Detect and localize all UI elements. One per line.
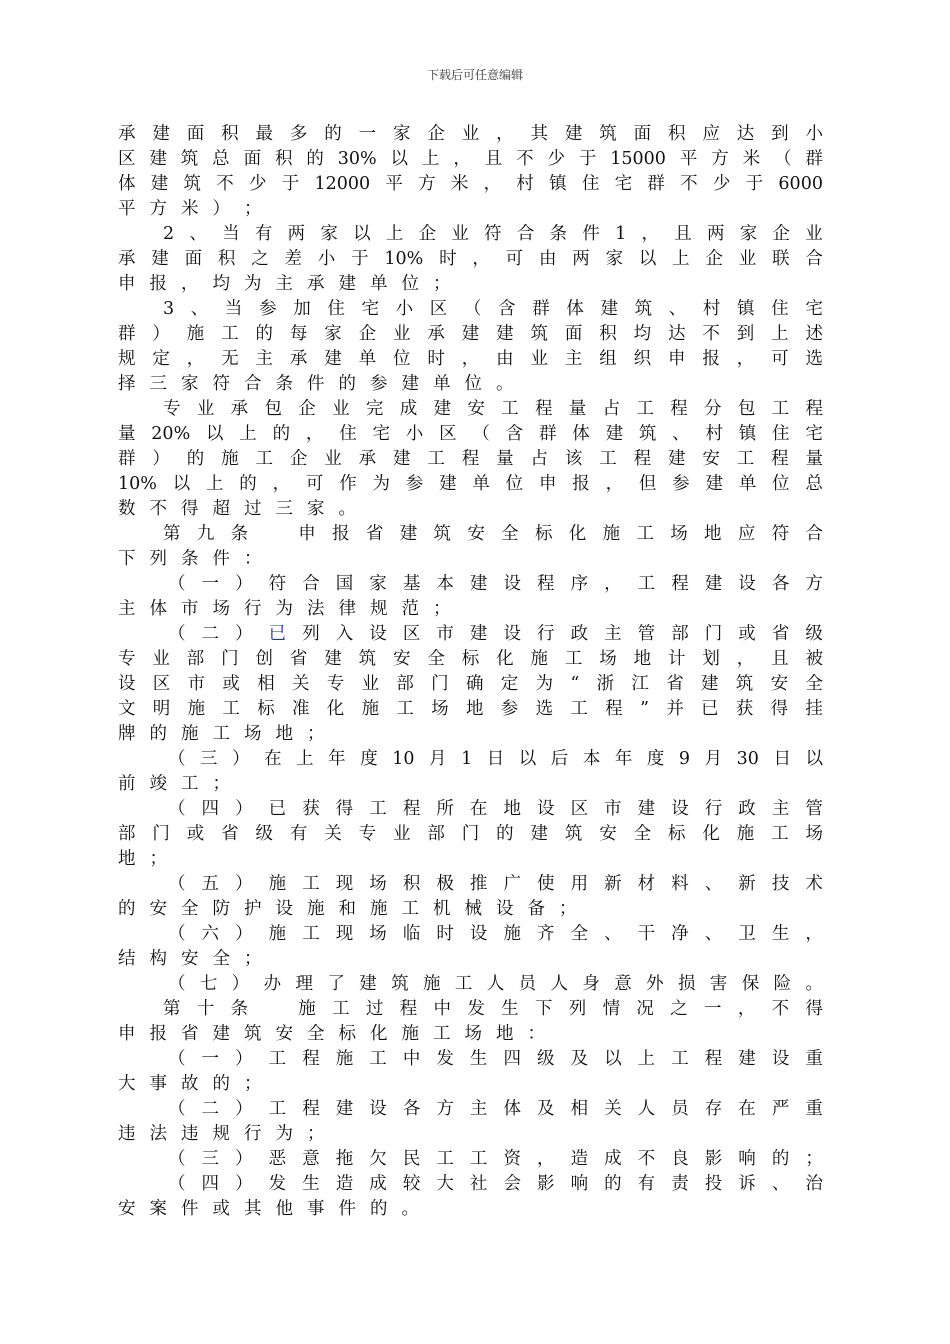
text-line: （ 三 ） 恶 意 拖 欠 民 工 工 资 ， 造 成 不 良 影 响 的 ； xyxy=(168,1149,823,1169)
text-line: 专 业 承 包 企 业 完 成 建 安 工 程 量 占 工 程 分 包 工 程 xyxy=(163,399,823,419)
text-line: 牌 的 施 工 场 地 ； xyxy=(118,724,325,744)
text-line: 2 、 当 有 两 家 以 上 企 业 符 合 条 件 1 ， 且 两 家 企 业 xyxy=(163,224,823,244)
text-line: 地 ； xyxy=(118,849,167,869)
text-line: 量 20% 以 上 的 ， 住 宅 小 区 （ 含 群 体 建 筑 、 村 镇 住 宅 xyxy=(118,424,823,444)
text-line: 承 建 面 积 之 差 小 于 10% 时 ， 可 由 两 家 以 上 企 业 联 合 xyxy=(118,249,823,269)
text-line: （ 七 ） 办 理 了 建 筑 施 工 人 员 人 身 意 外 损 害 保 险 。 xyxy=(168,974,823,994)
document-body xyxy=(118,122,823,1222)
text-line: 择 三 家 符 合 条 件 的 参 建 单 位 。 xyxy=(118,374,514,394)
text-line: 专 业 部 门 创 省 建 筑 安 全 标 化 施 工 场 地 计 划 ， 且 被 xyxy=(118,649,823,669)
text-line: （ 四 ） 发 生 造 成 较 大 社 会 影 响 的 有 责 投 诉 、 治 xyxy=(168,1174,823,1194)
text-line: 群 ） 的 施 工 企 业 承 建 工 程 量 占 该 工 程 建 安 工 程 量 xyxy=(118,449,823,469)
text-line: 申 报 ， 均 为 主 承 建 单 位 ； xyxy=(118,274,451,294)
text-line: 安 案 件 或 其 他 事 件 的 。 xyxy=(118,1199,419,1219)
text-line: 下 列 条 件 ： xyxy=(118,549,262,569)
page-header: 下载后可任意编辑 xyxy=(426,68,523,82)
text-line: 第 十 条 施 工 过 程 中 发 生 下 列 情 况 之 一 ， 不 得 xyxy=(163,999,823,1019)
text-line: 平 方 米 ） ； xyxy=(118,199,262,219)
text-line: 前 竣 工 ； xyxy=(118,774,230,794)
text-line: 规 定 ， 无 主 承 建 单 位 时 ， 由 业 主 组 织 申 报 ， 可 选 xyxy=(118,349,823,369)
text-line: （ 二 ） 已 列 入 设 区 市 建 设 行 政 主 管 部 门 或 省 级 xyxy=(168,624,823,644)
text-line: 违 法 违 规 行 为 ； xyxy=(118,1124,325,1144)
text-line: （ 五 ） 施 工 现 场 积 极 推 广 使 用 新 材 料 、 新 技 术 xyxy=(168,874,823,894)
text-line: （ 三 ） 在 上 年 度 10 月 1 日 以 后 本 年 度 9 月 30 日 以 xyxy=(168,749,823,769)
text-line: 申 报 省 建 筑 安 全 标 化 施 工 场 地 ： xyxy=(118,1024,545,1044)
text-line: 大 事 故 的 ； xyxy=(118,1074,262,1094)
text-line: 数 不 得 超 过 三 家 。 xyxy=(118,499,356,519)
text-line: 部 门 或 省 级 有 关 专 业 部 门 的 建 筑 安 全 标 化 施 工 场 xyxy=(118,824,823,844)
text-line: 设 区 市 或 相 关 专 业 部 门 确 定 为 “ 浙 江 省 建 筑 安 全 xyxy=(118,674,823,694)
text-line: 10% 以 上 的 ， 可 作 为 参 建 单 位 申 报 ， 但 参 建 单 位 总 xyxy=(118,474,823,494)
text-line: 区 建 筑 总 面 积 的 30% 以 上 ， 且 不 少 于 15000 平 方 米 （ 群 xyxy=(118,149,823,169)
text-line: 的 安 全 防 护 设 施 和 施 工 机 械 设 备 ； xyxy=(118,899,577,919)
text-line: （ 一 ） 符 合 国 家 基 本 建 设 程 序 ， 工 程 建 设 各 方 xyxy=(168,574,823,594)
text-line: （ 四 ） 已 获 得 工 程 所 在 地 设 区 市 建 设 行 政 主 管 xyxy=(168,799,823,819)
text-line: （ 二 ） 工 程 建 设 各 方 主 体 及 相 关 人 员 存 在 严 重 xyxy=(168,1099,823,1119)
text-line: 群 ） 施 工 的 每 家 企 业 承 建 建 筑 面 积 均 达 不 到 上 述 xyxy=(118,324,823,344)
text-line: 第 九 条 申 报 省 建 筑 安 全 标 化 施 工 场 地 应 符 合 xyxy=(163,524,823,544)
text-line: 结 构 安 全 ； xyxy=(118,949,262,969)
text-line: 主 体 市 场 行 为 法 律 规 范 ； xyxy=(118,599,451,619)
text-line: 3 、 当 参 加 住 宅 小 区 （ 含 群 体 建 筑 、 村 镇 住 宅 xyxy=(163,299,823,319)
text-line: （ 一 ） 工 程 施 工 中 发 生 四 级 及 以 上 工 程 建 设 重 xyxy=(168,1049,823,1069)
text-line: 承 建 面 积 最 多 的 一 家 企 业 ， 其 建 筑 面 积 应 达 到 小 xyxy=(118,124,823,144)
text-line: （ 六 ） 施 工 现 场 临 时 设 施 齐 全 、 干 净 、 卫 生 ， xyxy=(168,924,823,944)
text-line: 体 建 筑 不 少 于 12000 平 方 米 ， 村 镇 住 宅 群 不 少 于 6000 xyxy=(118,174,823,194)
text-line: 文 明 施 工 标 准 化 施 工 场 地 参 选 工 程 ” 并 已 获 得 挂 xyxy=(118,699,823,719)
